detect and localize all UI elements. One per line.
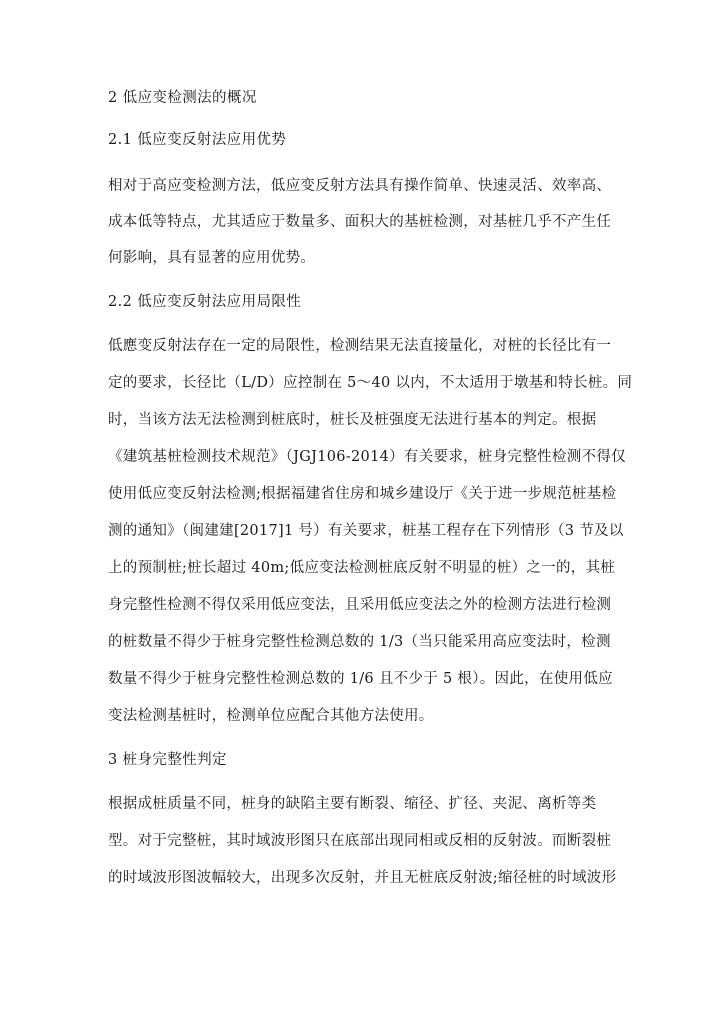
paragraph-line: 的时域波形图波幅较大，出现多次反射，并且无桩底反射波;缩径桩的时域波形 [108,870,617,886]
subsection-heading-2-2: 2.2 低应变反射法应用局限性 [108,294,302,310]
paragraph-line: 相对于高应变检测方法，低应变反射方法具有操作简单、快速灵活、效率高、 [108,178,612,194]
subsection-heading-2-1: 2.1 低应变反射法应用优势 [108,132,287,148]
paragraph-line: 的桩数量不得少于桩身完整性检测总数的 1/3（当只能采用高应变法时，检测 [108,634,611,650]
paragraph-line: 测的通知》（闽建建[2017]1 号）有关要求，桩基工程存在下列情形（3 节及以 [108,523,624,539]
paragraph-line: 成本低等特点，尤其适应于数量多、面积大的基桩检测，对基桩几乎不产生任 [108,214,612,230]
paragraph-line: 型。对于完整桩，其时域波形图只在底部出现同相或反相的反射波。而断裂桩 [108,833,612,849]
paragraph-line: 身完整性检测不得仅采用低应变法，且采用低应变法之外的检测方法进行检测 [108,597,612,613]
paragraph-line: 时，当该方法无法检测到桩底时，桩长及桩强度无法进行基本的判定。根据 [108,412,597,428]
paragraph-line: 低應变反射法存在一定的局限性，检测结果无法直接量化，对桩的长径比有一 [108,338,612,354]
paragraph-line: 使用低应变反射法检测;根据福建省住房和城乡建设厅《关于进一步规范桩基检 [108,486,617,502]
paragraph-line: 《建筑基桩检测技术规范》（JGJ106-2014）有关要求，桩身完整性检测不得仅 [108,449,626,465]
paragraph-line: 变法检测基桩时，检测单位应配合其他方法使用。 [108,708,434,724]
section-heading-3: 3 桩身完整性判定 [108,752,227,768]
paragraph-line: 何影响，具有显著的应用优势。 [108,250,316,266]
section-heading-2: 2 低应变检测法的概况 [108,90,257,106]
paragraph-line: 根据成桩质量不同，桩身的缺陷主要有断裂、缩径、扩径、夹泥、离析等类 [108,796,597,812]
paragraph-line: 上的预制桩;桩长超过 40m;低应变法检测桩底反射不明显的桩）之一的，其桩 [108,560,616,576]
paragraph-line: 定的要求，长径比（L/D）应控制在 5～40 以内，不太适用于墩基和特长桩。同 [108,375,633,391]
paragraph-line: 数量不得少于桩身完整性检测总数的 1/6 且不少于 5 根）。因此，在使用低应 [108,671,613,687]
